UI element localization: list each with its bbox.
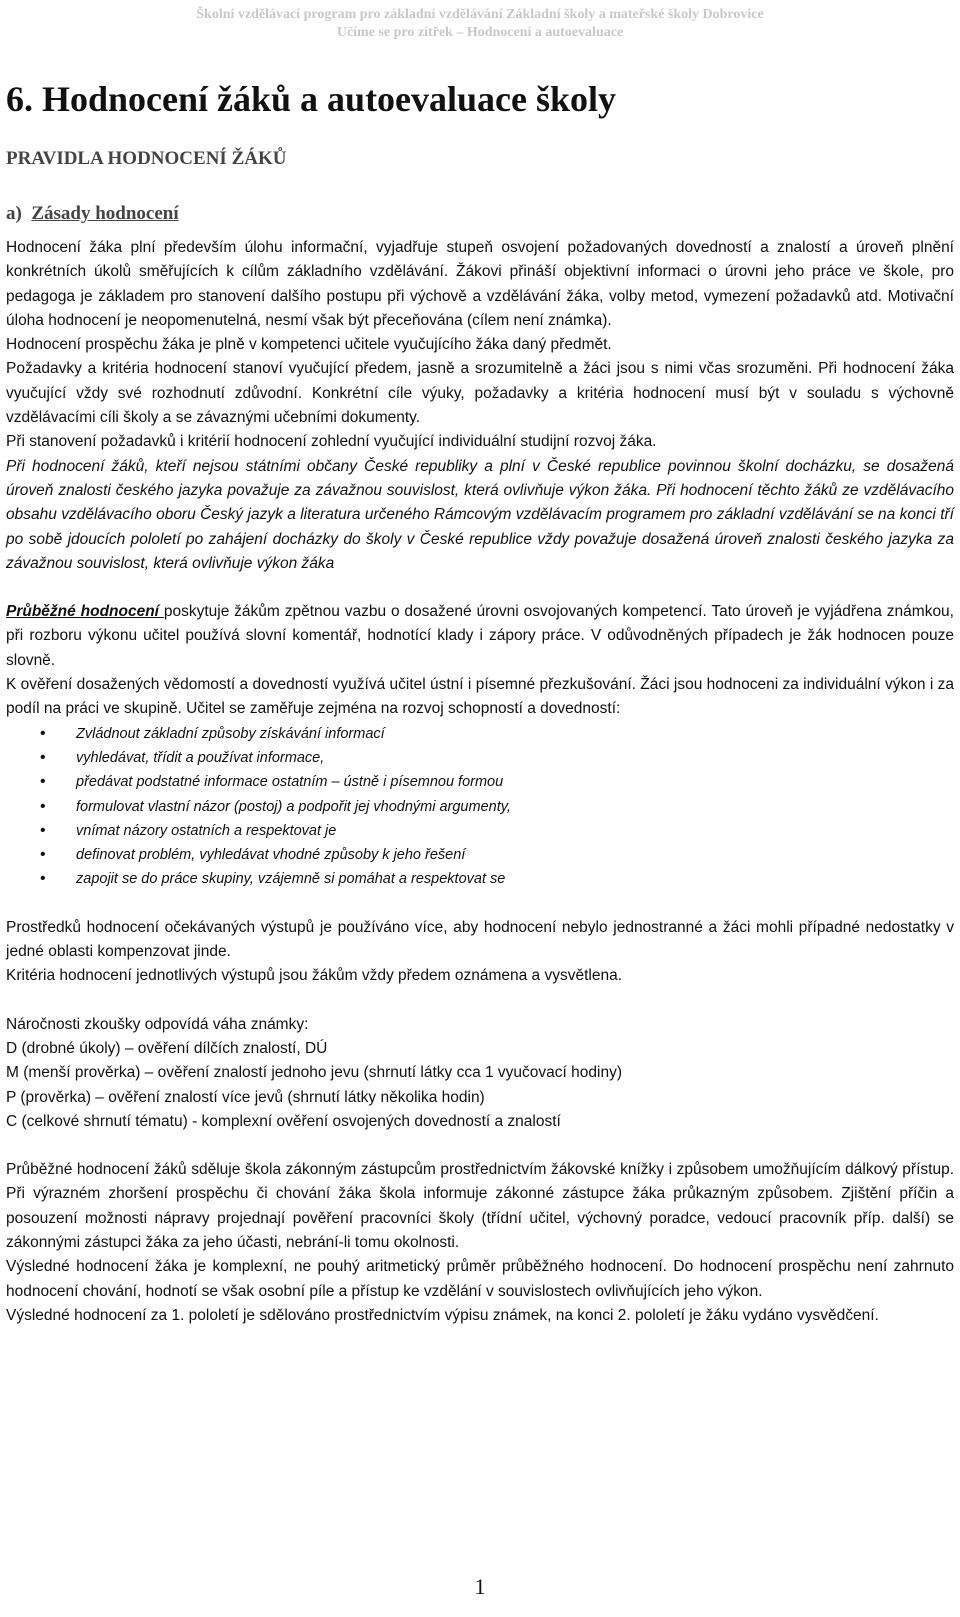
paragraph: Hodnocení prospěchu žáka je plně v kompetenci učitele vyučujícího žáka daný předmět. xyxy=(6,336,612,354)
list-item: • Zvládnout základní způsoby získávání informací xyxy=(76,722,954,746)
paragraph: Hodnocení žáka plní především úlohu informační, vyjadřuje stupeň osvojení požadovaných dovedností a znalostí a úroveň plnění konkrétních úkolů směřujících k cílům základního vzdělávání. Žákovi přináší objektivní informaci o úrovni jeho práce ve škole, pro pedagoga je základem pro stanovení dalšího postupu při výchově a vzdělávání žáka, volby metod, vymezení požadavků atd. Motivační úloha hodnocení je neopomenutelná, nesmí však být přeceňována (cílem není známka). xyxy=(6,239,954,329)
list-item: • formulovat vlastní názor (postoj) a podpořit jej vhodnými argumenty, xyxy=(76,795,954,819)
list-item: • definovat problém, vyhledávat vhodné způsoby k jeho řešení xyxy=(76,843,954,867)
skills-list xyxy=(6,722,954,892)
subsection-prefix: a) xyxy=(6,203,22,224)
paragraph: Požadavky a kritéria hodnocení stanoví vyučující předem, jasně a srozumitelně a žáci jsou s nimi včas srozuměni. Při hodnocení žáka vyučující vždy své rozhodnutí zdůvodní. Konkrétní cíle výuky, požadavky a kritéria hodnocení musí být v souladu s výchovně vzdělávacími cíli školy a se závaznými učebními dokumenty. xyxy=(6,360,954,427)
header-line-1: Školní vzdělávací program pro základní vzdělávání Základní školy a mateřské školy Dobrovice xyxy=(196,7,764,22)
paragraph: Prostředků hodnocení očekávaných výstupů je používáno více, aby hodnocení nebylo jednostranné a žáci mohli případné nedostatky v jedné oblasti kompenzovat jinde. xyxy=(6,918,954,961)
paragraph: K ověření dosažených vědomostí a dovedností využívá učitel ústní i písemné přezkušování. Žáci jsou hodnoceni za individuální výkon i za podíl na práci ve skupině. Učitel se zaměřuje zejména na rozvoj schopností a dovedností: xyxy=(6,676,954,718)
paragraph: Výsledné hodnocení žáka je komplexní, ne pouhý aritmetický průměr průběžného hodnocení. Do hodnocení prospěchu není zahrnuto hodnocení chování, hodnotí se však osobní píle a přístup ke vzdělání v souvislostech ovlivňujících jeho výkon. xyxy=(6,1258,954,1300)
paragraph-text: poskytuje žákům zpětnou vazbu o dosažené úrovni osvojovaných kompetencí. Tato úroveň je vyjádřena známkou, při rozboru výkonu učitel používá slovní komentář, hodnotící klady i zápory práce. V odůvodněných případech je žák hodnocen pouze slovně. xyxy=(6,603,954,669)
emphasis-term: Průběžné hodnocení xyxy=(6,603,164,621)
subsection-heading xyxy=(6,203,179,225)
paragraph xyxy=(6,600,954,673)
list-item: • zapojit se do práce skupiny, vzájemně si pomáhat a respektovat se xyxy=(76,867,954,891)
running-header xyxy=(0,6,960,42)
list-item: • vyhledávat, třídit a používat informace, xyxy=(76,746,954,770)
weight-item: C (celkové shrnutí tématu) - komplexní ověření osvojených dovedností a znalostí xyxy=(6,1112,561,1130)
paragraph: Výsledné hodnocení za 1. pololetí je sdělováno prostřednictvím výpisu známek, na konci 2. pololetí je žáku vydáno vysvědčení. xyxy=(6,1306,879,1324)
paragraph: Kritéria hodnocení jednotlivých výstupů jsou žákům vždy předem oznámena a vysvětlena. xyxy=(6,967,623,985)
page-title: 6. Hodnocení žáků a autoevaluace školy xyxy=(6,79,617,119)
list-item: • vnímat názory ostatních a respektovat je xyxy=(76,819,954,843)
document-body xyxy=(6,236,954,1328)
paragraph: Při stanovení požadavků i kritérií hodnocení zohlední vyučující individuální studijní rozvoj žáka. xyxy=(6,433,657,451)
section-heading: PRAVIDLA HODNOCENÍ ŽÁKŮ xyxy=(6,148,287,169)
weight-item: M (menší prověrka) – ověření znalostí jednoho jevu (shrnutí látky cca 1 vyučovací hodiny) xyxy=(6,1064,622,1082)
header-line-2: Učíme se pro zítřek – Hodnocení a autoevaluace xyxy=(336,25,624,40)
weight-item: D (drobné úkoly) – ověření dílčích znalostí, DÚ xyxy=(6,1039,328,1057)
paragraph-italic: Při hodnocení žáků, kteří nejsou státními občany České republiky a plní v České republice povinnou školní docházku, se dosažená úroveň znalosti českého jazyka považuje za závažnou souvislost, která ovlivňuje výkon žáka. Při hodnocení těchto žáků ze vzdělávacího obsahu vzdělávacího oboru Český jazyk a literatura určeného Rámcovým vzdělávacím programem pro základní vzdělávání se na konci tří po sobě jdoucích pololetí po zahájení docházky do školy v České republice vždy považuje dosažená úroveň znalosti českého jazyka za závažnou souvislost, která ovlivňuje výkon žáka xyxy=(6,457,954,572)
weight-item: P (prověrka) – ověření znalostí více jevů (shrnutí látky několika hodin) xyxy=(6,1088,485,1106)
subsection-label: Zásady hodnocení xyxy=(31,203,179,224)
page-number: 1 xyxy=(474,1574,486,1599)
paragraph: Náročnosti zkoušky odpovídá váha známky: xyxy=(6,1015,309,1033)
paragraph: Průběžné hodnocení žáků sděluje škola zákonným zástupcům prostřednictvím žákovské knížky i způsobem umožňujícím dálkový přístup. Při výrazném zhoršení prospěchu či chování žáka škola informuje zákonné zástupce žáka průkazným způsobem. Zjištění příčin a posouzení možnosti nápravy projednají pověření pracovníci školy (třídní učitel, výchovný poradce, vedoucí pracovník příp. další) se zákonnými zástupci žáka za jeho účasti, nebrání-li tomu okolnosti. xyxy=(6,1161,954,1251)
list-item: • předávat podstatné informace ostatním – ústně i písemnou formou xyxy=(76,770,954,794)
